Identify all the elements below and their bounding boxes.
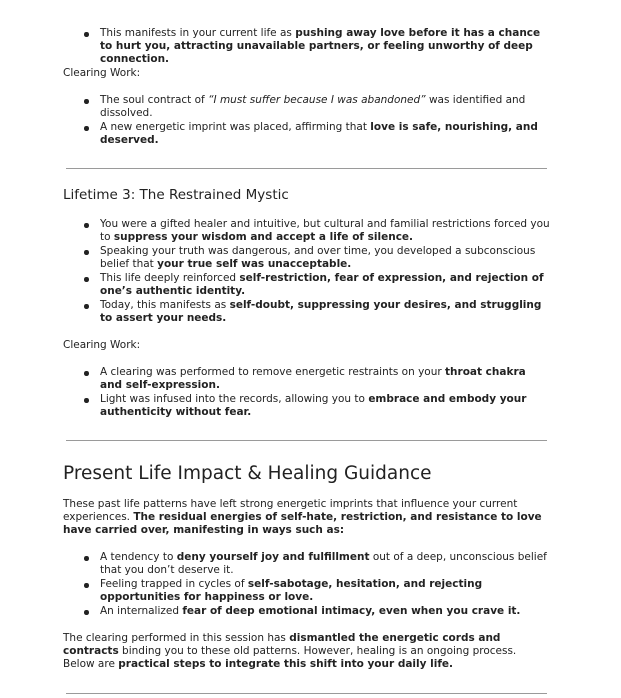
present-life-heading: Present Life Impact & Healing Guidance bbox=[63, 463, 432, 484]
lifetime3-clearing-list bbox=[63, 366, 551, 419]
list-item: A new energetic imprint was placed, affirming that love is safe, nourishing, and deserved. bbox=[100, 121, 551, 147]
section-divider bbox=[66, 440, 547, 441]
section-divider bbox=[66, 168, 547, 169]
list-item: Feeling trapped in cycles of self-sabotage, hesitation, and rejecting opportunities for happiness or love. bbox=[100, 578, 551, 604]
lifetime2-tail-list bbox=[63, 27, 551, 66]
clearing-work-list bbox=[63, 94, 551, 147]
present-intro-paragraph: These past life patterns have left strong energetic imprints that influence your current experiences. The residual energies of self-hate, restriction, and resistance to love have carried over, manifesting in ways such as: bbox=[63, 498, 542, 536]
list-item: A clearing was performed to remove energetic restraints on your throat chakra and self-expression. bbox=[100, 366, 551, 392]
lifetime3-list bbox=[63, 218, 551, 325]
clearing-work-label: Clearing Work: bbox=[63, 339, 141, 351]
present-closing-paragraph: The clearing performed in this session has dismantled the energetic cords and contracts binding you to these old patterns. However, healing is an ongoing process. Below are practical steps to integrate this shift into your daily life. bbox=[63, 632, 517, 670]
lifetime3-heading: Lifetime 3: The Restrained Mystic bbox=[63, 187, 289, 203]
list-item: An internalized fear of deep emotional intimacy, even when you crave it. bbox=[100, 605, 551, 618]
list-item: A tendency to deny yourself joy and fulfillment out of a deep, unconscious belief that you don’t deserve it. bbox=[100, 551, 551, 577]
section-divider bbox=[66, 693, 547, 694]
list-item: You were a gifted healer and intuitive, but cultural and familial restrictions forced you to suppress your wisdom and accept a life of silence. bbox=[100, 218, 550, 243]
list-item: This life deeply reinforced self-restriction, fear of expression, and rejection of one’s authentic identity. bbox=[100, 272, 551, 298]
list-item: Speaking your truth was dangerous, and over time, you developed a subconscious belief that your true self was unacceptable. bbox=[100, 245, 551, 271]
clearing-work-label: Clearing Work: bbox=[63, 67, 141, 79]
list-item: This manifests in your current life as pushing away love before it has a chance to hurt you, attracting unavailable partners, or feeling unworthy of deep connection. bbox=[100, 27, 551, 66]
list-item: The soul contract of “I must suffer because I was abandoned” was identified and dissolved. bbox=[100, 94, 551, 120]
present-impact-list bbox=[63, 551, 551, 618]
list-item: Today, this manifests as self-doubt, suppressing your desires, and struggling to assert your needs. bbox=[100, 299, 551, 325]
list-item: Light was infused into the records, allowing you to embrace and embody your authenticity without fear. bbox=[100, 393, 551, 419]
